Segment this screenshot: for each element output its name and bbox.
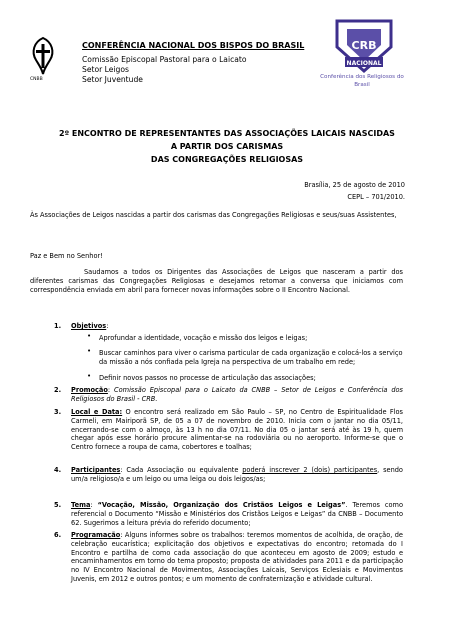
objective-3: Definir novos passos no processe de articulação das associações; [99, 374, 316, 382]
item-number-3: 3. [54, 408, 62, 416]
item-objetivos: Objetivos: [71, 322, 109, 330]
crb-caption [306, 73, 418, 89]
tema-label: Tema [71, 501, 91, 509]
title-line1: 2º ENCONTRO DE REPRESENTANTES DAS ASSOCIAÇÕES LAICAIS NASCIDAS [59, 129, 395, 138]
participantes-text-a: Cada Associação ou equivalente [126, 466, 239, 474]
item-number-2: 2. [54, 386, 62, 394]
bullet-icon: • [87, 332, 92, 340]
cnbb-logo [28, 36, 58, 76]
header-sector-leigos: Setor Leigos [82, 65, 129, 74]
local-data-text: O encontro será realizado em São Paulo – SP, no Centro de Espiritualidade Flos Carmeli, em Mairiporã SP, de 05 a 07 de novembro de 2010. Inicia com o jantar no dia 05/11, encerrando-se com o almoço, às 13 h no dia 07/11. No dia 05 o jantar será até às 19 h, quem chegar após esse horário procure alimentar-se na rodoviária ou no aeroporto. Informe-se que o Centro fornece a roupa de cama, cobertores e toalhas; [71, 408, 403, 452]
greeting: Paz e Bem no Senhor! [30, 252, 103, 260]
promocao-label: Promoção [71, 386, 108, 394]
tema-title: “Vocação, Missão, Organização dos Cristãos Leigos e Leigas” [97, 501, 346, 509]
bullet-icon: • [87, 347, 92, 355]
crb-logo-sub: NACIONAL [346, 60, 382, 67]
item-number-4: 4. [54, 466, 62, 474]
header-commission: Comissão Episcopal Pastoral para o Laicato [82, 55, 247, 64]
objective-2: Buscar caminhos para viver o carisma particular de cada organização e colocá-los a serviço da missão a nós confiada pela Igreja na perspectiva de um trabalho em rede; [99, 349, 403, 366]
programacao-text: Alguns informes sobre os trabalhos: teremos momentos de acolhida, de oração, de celebração eucarística; explicitação dos objetivos e expectativas do encontro; retomada do I Encontro e partilha de como cada associação do que aconteceu em agosto de 2009; estudo e encaminhamentos em torno do tema proposto; proposta de atividades para 2011 e da participação no IV Encontro Nacional de Movimentos, Associações Laicais, Serviços Eclesiais e Movimentos Juvenis, em 2012 e outros pontos; e um momento de confraternização e atividade cultural. [71, 531, 403, 583]
item-participantes: Participantes: Cada Associação ou equivalente poderá inscrever 2 (dois) participantes, sendo um/a religioso/a e um leigo ou uma leiga ou dois leigos/as; [71, 466, 403, 483]
participantes-text-b: poderá inscrever 2 (dois) participantes [242, 466, 378, 474]
org-name: CONFERÊNCIA NACIONAL DOS BISPOS DO BRASIL [82, 41, 305, 50]
title-line3: DAS CONGREGAÇÕES RELIGIOSAS [150, 155, 304, 164]
date-line: Brasília, 25 de agosto de 2010 [304, 181, 405, 189]
item-number-6: 6. [54, 531, 62, 539]
item-local-data [71, 408, 403, 452]
cnbb-logo-label: CNBB [30, 77, 43, 82]
participantes-text-c: , sendo um/a religioso/a e um leigo ou uma leiga ou dois leigos/as; [71, 466, 403, 483]
crb-logo [333, 17, 395, 73]
crb-caption-line2: Brasil [354, 82, 370, 88]
header-sector-juventude: Setor Juventude [82, 75, 143, 84]
reference-line: CEPL – 701/2010. [347, 193, 405, 201]
item-number-1: 1. [54, 322, 62, 330]
objective-1: Aprofundar a identidade, vocação e missão dos leigos e leigas; [99, 334, 308, 342]
tema-text: . Teremos como referencial o Documento “Missão e Ministérios dos Cristãos Leigos e Leigas” da CNBB – Documento 62. Sugerimos a leitura prévia do referido documento; [71, 501, 403, 527]
item-promocao: Promoção: Comissão Episcopal para o Laicato da CNBB – Setor de Leigos e Conferência dos Religiosos do Brasil - CRB. [71, 386, 403, 403]
intro-paragraph: Saudamos a todos os Dirigentes das Associações de Leigos que nasceram a partir dos diferentes carismas das Congregações Religiosas e desejamos retomar a conversa que iniciamos com correspondência enviada em abril para fornecer novas informações sobre o II Encontro Nacional. [30, 268, 403, 294]
crb-logo-text: CRB [351, 39, 377, 52]
promocao-text: Comissão Episcopal para o Laicato da CNBB – Setor de Leigos e Conferência dos Religiosos do Brasil - CRB. [71, 386, 403, 403]
crb-caption-line1: Conferência dos Religiosos do [320, 74, 404, 80]
item-programacao: Programação: Alguns informes sobre os trabalhos: teremos momentos de acolhida, de oração, de celebração eucarística; explicitação dos objetivos e expectativas do encontro; retomada do I Encontro e partilha de como cada associação do que aconteceu em agosto de 2009; estudo e encaminhamentos em torno do tema proposto; proposta de atividades para 2011 e da participação no IV Encontro Nacional de Movimentos, Associações Laicais, Serviços Eclesiais e Movimentos Juvenis, em 2012 e outros pontos; e um momento de confraternização e atividade cultural. [71, 531, 403, 583]
item-number-5: 5. [54, 501, 62, 509]
item-tema: Tema: “Vocação, Missão, Organização dos Cristãos Leigos e Leigas”. Teremos como referencial o Documento “Missão e Ministérios dos Cristãos Leigos e Leigas” da CNBB – Documento 62. Sugerimos a leitura prévia do referido documento; [71, 501, 403, 527]
bullet-icon: • [87, 372, 92, 380]
participantes-label: Participantes [71, 466, 121, 474]
local-data-label: Local e Data: [71, 408, 123, 416]
recipients: Às Associações de Leigos nascidas a partir dos carismas das Congregações Religiosas e seus/suas Assistentes, [30, 211, 397, 219]
objetivos-label: Objetivos [71, 322, 107, 330]
programacao-label: Programação [71, 531, 121, 539]
title-line2: A PARTIR DOS CARISMAS [170, 142, 284, 151]
